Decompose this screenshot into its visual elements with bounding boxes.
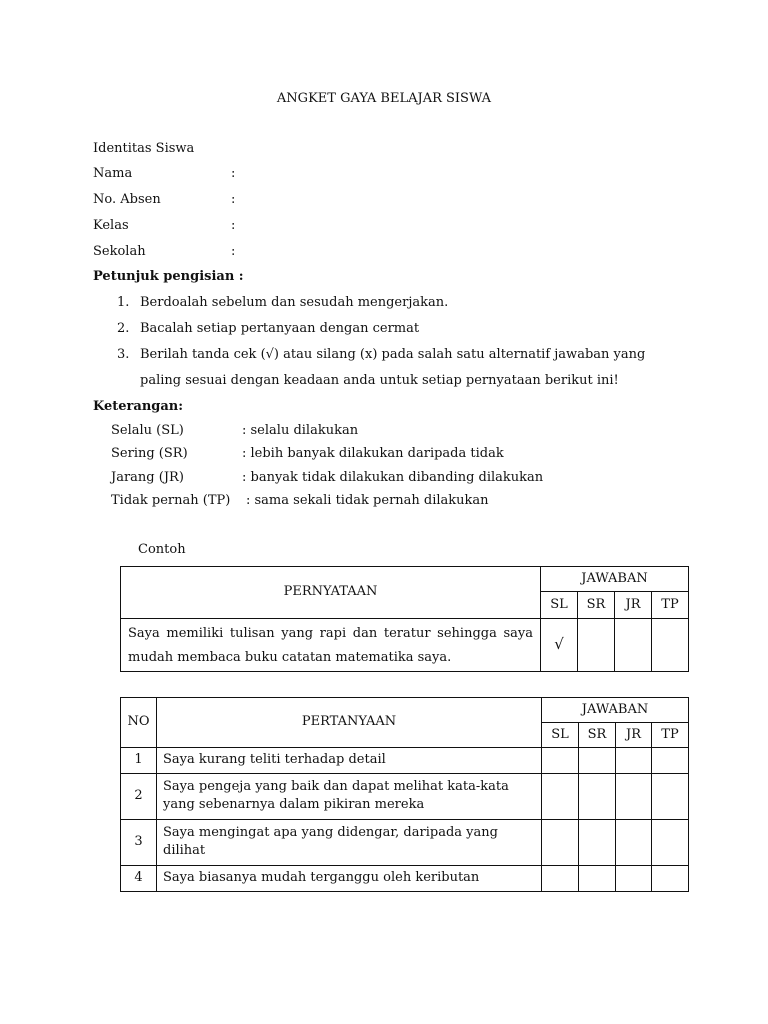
instruction-number: 2.	[117, 321, 130, 336]
field-colon: :	[231, 244, 236, 259]
option-sl: SL	[541, 592, 578, 619]
legend-code: Tidak pernah (TP)	[111, 493, 231, 508]
option-jr: JR	[615, 592, 652, 619]
instruction-text: Berilah tanda cek (√) atau silang (x) pada salah satu alternatif jawaban yang	[140, 347, 646, 362]
table-row	[121, 773, 689, 819]
example-statement-line: mudah membaca buku catatan matematika saya.	[128, 650, 452, 665]
instruction-number: 3.	[117, 347, 130, 362]
legend-code: Sering (SR)	[111, 446, 188, 461]
field-colon: :	[231, 166, 236, 181]
instruction-number: 1.	[117, 295, 130, 310]
field-label-sekolah: Sekolah	[93, 244, 146, 259]
question-text: Saya pengeja yang baik dan dapat melihat kata-kata yang sebenarnya dalam pikiran mereka	[157, 773, 542, 819]
answer-cell[interactable]	[579, 748, 616, 774]
option-tp: TP	[652, 723, 689, 748]
answer-cell[interactable]	[652, 773, 689, 819]
answer-cell[interactable]	[542, 773, 579, 819]
table-row	[121, 748, 689, 774]
header-jawaban: JAWABAN	[541, 567, 689, 592]
instruction-text-continued: paling sesuai dengan keadaan anda untuk setiap pernyataan berikut ini!	[140, 373, 619, 388]
answer-cell[interactable]	[616, 819, 652, 865]
row-number: 2	[121, 773, 157, 819]
example-statement	[121, 619, 541, 672]
field-label-kelas: Kelas	[93, 218, 129, 233]
identitas-heading: Identitas Siswa	[93, 141, 195, 156]
legend-desc: : banyak tidak dilakukan dibanding dilakukan	[242, 470, 544, 485]
answer-cell[interactable]	[542, 819, 579, 865]
petunjuk-heading: Petunjuk pengisian :	[93, 269, 244, 284]
option-sr: SR	[579, 723, 616, 748]
keterangan-heading: Keterangan:	[93, 399, 184, 414]
header-pernyataan: PERNYATAAN	[121, 567, 541, 619]
answer-cell	[578, 619, 615, 672]
example-statement-line: Saya memiliki tulisan yang rapi dan teratur sehingga saya	[128, 626, 533, 641]
row-number: 1	[121, 748, 157, 774]
questionnaire-table	[120, 697, 689, 892]
legend-desc: : selalu dilakukan	[242, 423, 359, 438]
row-number: 3	[121, 819, 157, 865]
table-row	[121, 865, 689, 891]
row-number: 4	[121, 865, 157, 891]
option-tp: TP	[652, 592, 689, 619]
option-sl: SL	[542, 723, 579, 748]
instruction-text: Bacalah setiap pertanyaan dengan cermat	[140, 321, 420, 336]
answer-cell[interactable]	[616, 748, 652, 774]
answer-cell[interactable]	[616, 773, 652, 819]
option-sr: SR	[578, 592, 615, 619]
answer-cell	[615, 619, 652, 672]
answer-cell[interactable]	[652, 865, 689, 891]
legend-code: Selalu (SL)	[111, 423, 184, 438]
page-title: ANGKET GAYA BELAJAR SISWA	[276, 91, 492, 106]
legend-code: Jarang (JR)	[111, 470, 184, 485]
answer-cell[interactable]	[579, 773, 616, 819]
example-checkmark: √	[541, 619, 578, 672]
question-text: Saya biasanya mudah terganggu oleh keributan	[157, 865, 542, 891]
header-no: NO	[121, 698, 157, 748]
option-jr: JR	[616, 723, 652, 748]
field-label-nama: Nama	[93, 166, 133, 181]
answer-cell	[652, 619, 689, 672]
legend-desc: : sama sekali tidak pernah dilakukan	[246, 493, 489, 508]
header-pertanyaan: PERTANYAAN	[157, 698, 542, 748]
instruction-text: Berdoalah sebelum dan sesudah mengerjakan.	[140, 295, 449, 310]
answer-cell[interactable]	[542, 865, 579, 891]
field-colon: :	[231, 192, 236, 207]
header-jawaban: JAWABAN	[542, 698, 689, 723]
answer-cell[interactable]	[616, 865, 652, 891]
legend-desc: : lebih banyak dilakukan daripada tidak	[242, 446, 504, 461]
example-table	[120, 566, 689, 672]
answer-cell[interactable]	[579, 865, 616, 891]
answer-cell[interactable]	[579, 819, 616, 865]
field-label-no-absen: No. Absen	[93, 192, 161, 207]
contoh-label: Contoh	[138, 542, 186, 557]
table-row	[121, 819, 689, 865]
field-colon: :	[231, 218, 236, 233]
question-text: Saya mengingat apa yang didengar, daripada yang dilihat	[157, 819, 542, 865]
question-text: Saya kurang teliti terhadap detail	[157, 748, 542, 774]
answer-cell[interactable]	[652, 819, 689, 865]
answer-cell[interactable]	[542, 748, 579, 774]
answer-cell[interactable]	[652, 748, 689, 774]
